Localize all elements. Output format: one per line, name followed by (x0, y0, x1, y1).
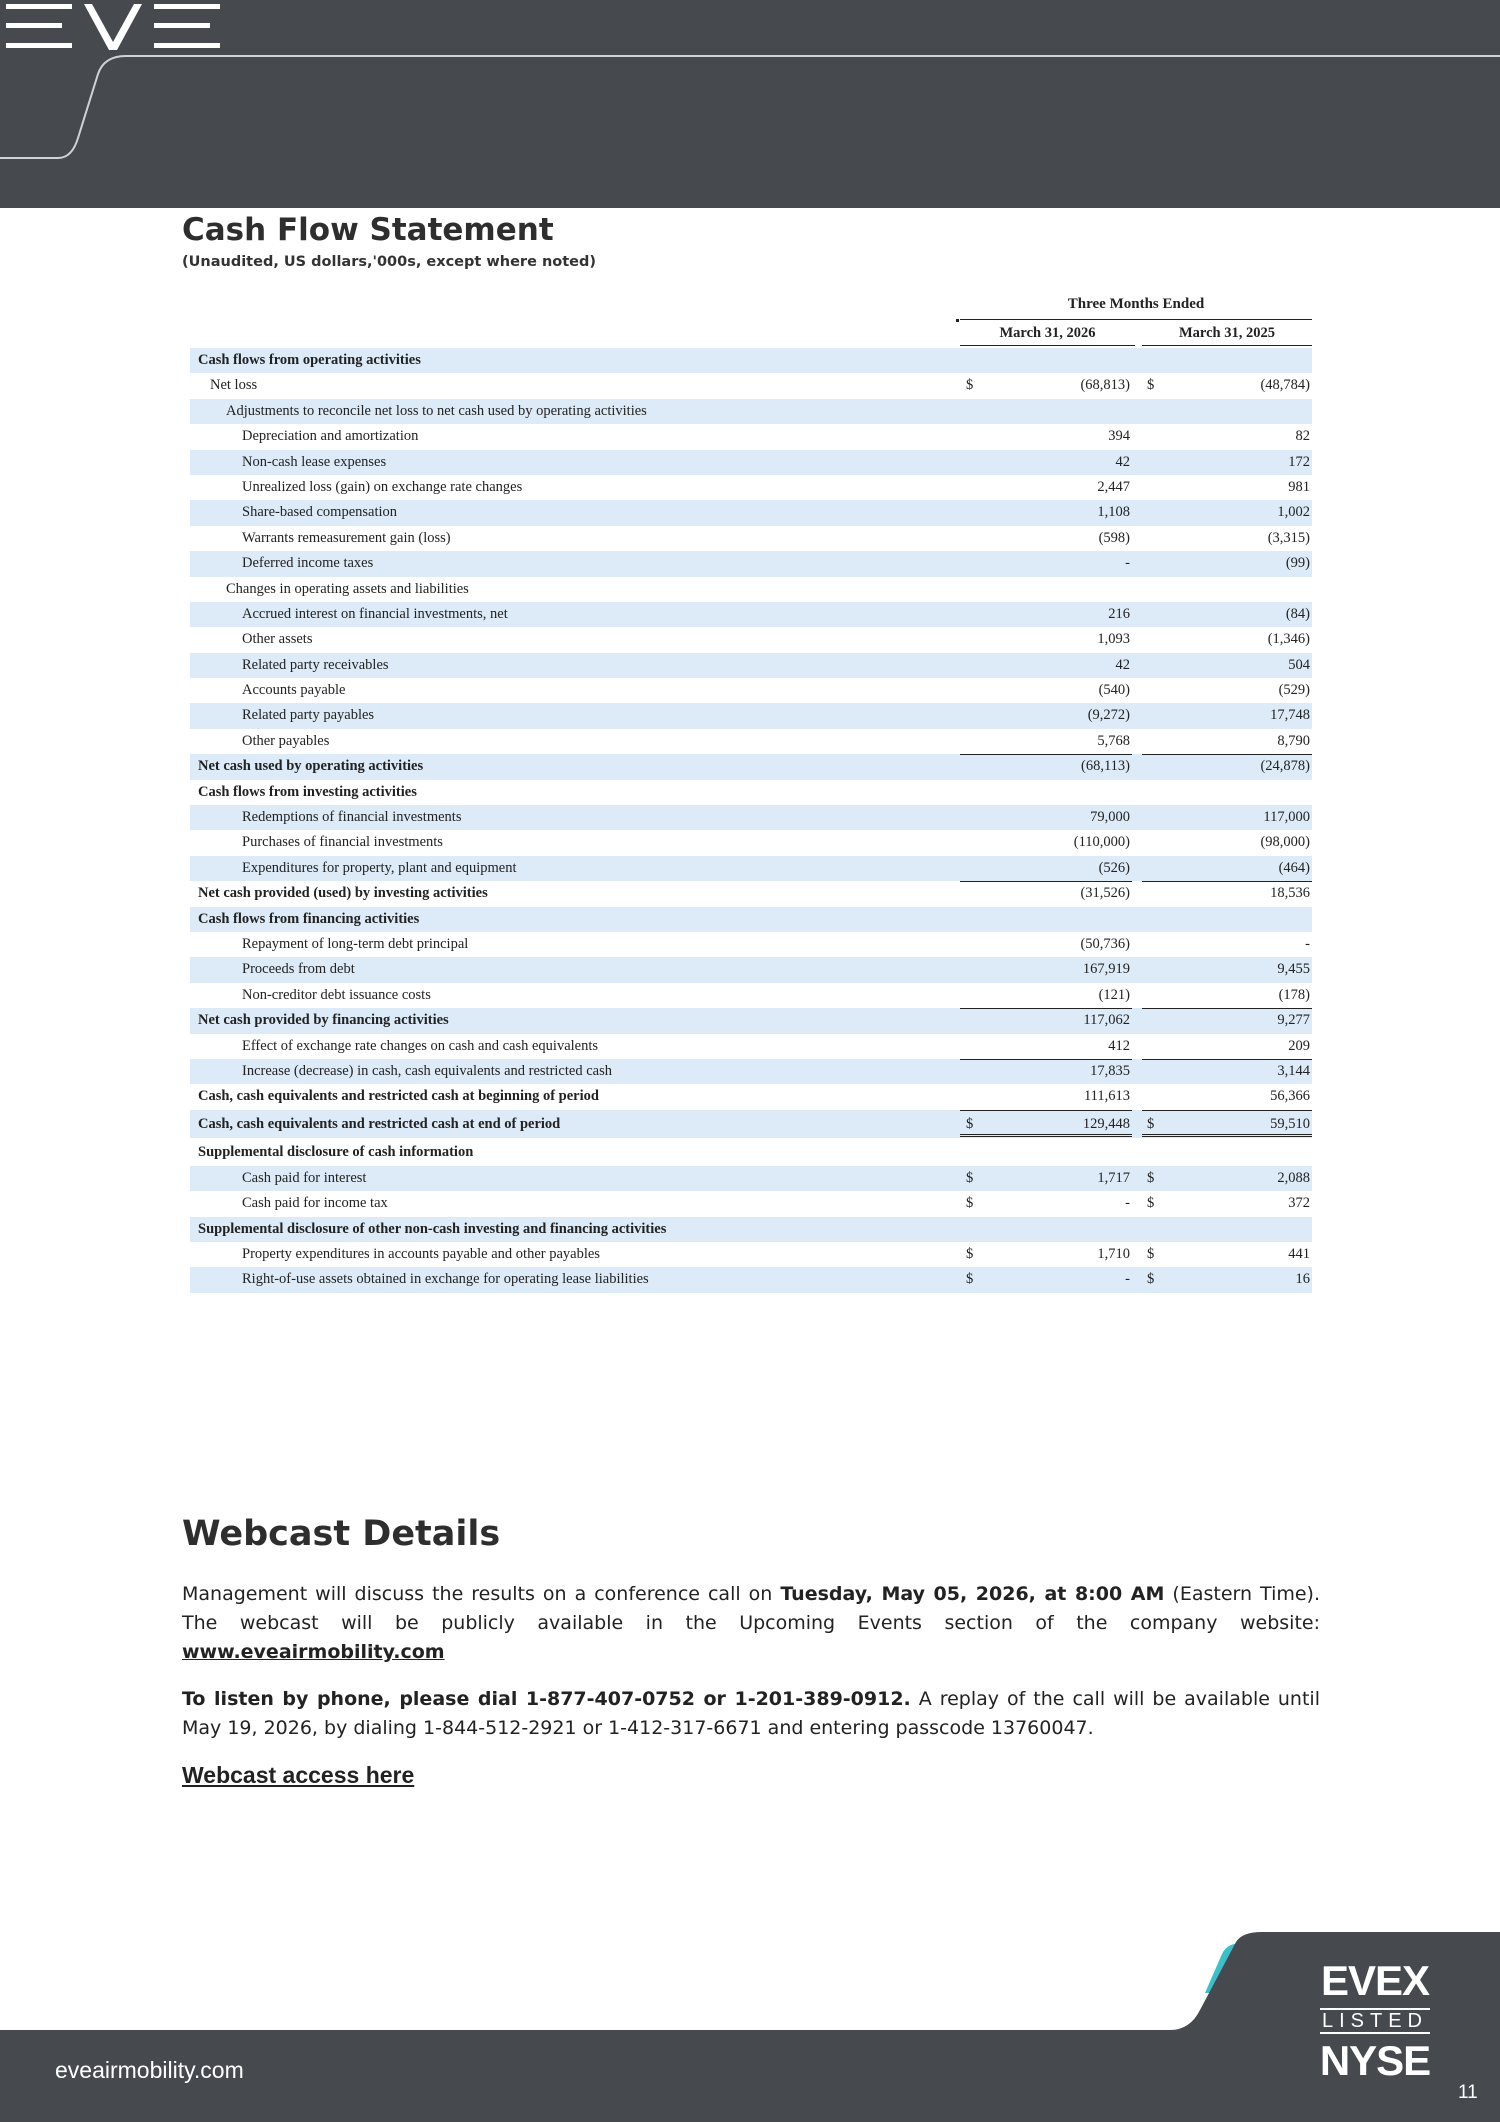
row-label: Share-based compensation (242, 504, 398, 521)
value-2026: (68,813) (1080, 377, 1130, 394)
row-label: Net cash used by operating activities (198, 758, 424, 775)
row-label: Supplemental disclosure of cash information (198, 1143, 474, 1160)
row-label: Net loss (210, 377, 258, 394)
currency-symbol: $ (966, 1169, 974, 1186)
row-label: Accrued interest on financial investments, net (242, 605, 508, 622)
total-rule (1142, 754, 1312, 755)
row-label: Redemptions of financial investments (242, 809, 462, 826)
row-label: Changes in operating assets and liabilities (226, 580, 469, 597)
table-row (190, 475, 1312, 500)
row-label: Cash paid for interest (242, 1169, 367, 1186)
value-2026: 129,448 (1082, 1115, 1130, 1132)
value-2025: (84) (1285, 605, 1310, 622)
table-row (190, 1138, 1312, 1166)
row-label: Adjustments to reconcile net loss to net cash used by operating activities (226, 402, 647, 419)
row-label: Accounts payable (242, 682, 346, 699)
value-2026: - (1125, 1195, 1130, 1212)
total-rule (960, 1008, 1132, 1009)
row-label: Purchases of financial investments (242, 834, 443, 851)
row-label: Net cash provided (used) by investing activities (198, 885, 488, 902)
column-header-2026: March 31, 2026 (960, 325, 1135, 346)
row-label: Non-creditor debt issuance costs (242, 986, 431, 1003)
value-2026: (110,000) (1073, 834, 1130, 851)
value-2026: 1,093 (1097, 631, 1130, 648)
table-row (190, 526, 1312, 551)
ticker-symbol: EVEX (1320, 1957, 1430, 2004)
table-row (190, 1008, 1312, 1033)
table-row (190, 348, 1312, 373)
total-rule (960, 754, 1132, 755)
currency-symbol: $ (966, 1271, 974, 1288)
row-label: Proceeds from debt (242, 961, 355, 978)
value-2025: 56,366 (1270, 1088, 1310, 1105)
value-2026: - (1125, 555, 1130, 572)
row-label: Non-cash lease expenses (242, 453, 387, 470)
table-row (190, 373, 1312, 398)
table-column-headers (190, 320, 1312, 348)
row-label: Effect of exchange rate changes on cash and cash equivalents (242, 1037, 599, 1054)
table-row (190, 1084, 1312, 1109)
call-datetime: Tuesday, May 05, 2026, at 8:00 AM (780, 1583, 1165, 1605)
table-row (190, 577, 1312, 602)
table-row (190, 1034, 1312, 1059)
value-2025: 3,144 (1277, 1062, 1310, 1079)
webcast-text-cont: (Eastern Time). The webcast will be publicly available in the Upcoming Events section of the company website: (182, 1583, 1320, 1634)
page-footer (0, 1930, 1500, 2122)
table-row (190, 1191, 1312, 1216)
row-label: Repayment of long-term debt principal (242, 935, 469, 952)
currency-symbol: $ (1147, 1169, 1155, 1186)
value-2026: 111,613 (1083, 1088, 1130, 1105)
value-2025: 82 (1295, 428, 1310, 445)
value-2026: (50,736) (1080, 935, 1130, 952)
row-label: Cash flows from operating activities (198, 352, 421, 368)
period-label: Three Months Ended (1067, 296, 1205, 312)
footer-background (0, 1930, 1500, 2122)
row-label: Depreciation and amortization (242, 428, 419, 445)
value-2025: 18,536 (1270, 885, 1310, 902)
value-2025: (1,346) (1267, 631, 1310, 648)
total-rule (1142, 1059, 1312, 1060)
value-2025: 441 (1288, 1245, 1310, 1262)
row-label: Unrealized loss (gain) on exchange rate changes (242, 478, 523, 495)
value-2026: 412 (1108, 1037, 1130, 1054)
table-row (190, 399, 1312, 424)
value-2025: (99) (1285, 555, 1310, 572)
table-period-header (190, 294, 1312, 320)
table-row (190, 602, 1312, 627)
value-2025: (464) (1278, 859, 1310, 876)
table-row (190, 551, 1312, 576)
eve-logo (0, 0, 270, 52)
value-2025: 2,088 (1277, 1169, 1310, 1186)
currency-symbol: $ (966, 1195, 974, 1212)
total-rule (960, 881, 1132, 882)
table-row (190, 627, 1312, 652)
row-label: Right-of-use assets obtained in exchange for operating lease liabilities (242, 1271, 649, 1288)
value-2025: (178) (1278, 986, 1310, 1003)
dial-in-numbers: To listen by phone, please dial 1-877-407-0752 or 1-201-389-0912. (182, 1688, 911, 1710)
table-row (190, 754, 1312, 779)
company-website-link[interactable]: www.eveairmobility.com (182, 1641, 445, 1663)
value-2025: 209 (1288, 1037, 1310, 1054)
value-2026: 17,835 (1090, 1062, 1130, 1079)
value-2025: - (1305, 935, 1310, 952)
value-2025: 117,000 (1263, 809, 1310, 826)
row-label: Warrants remeasurement gain (loss) (242, 529, 451, 546)
table-row (190, 1217, 1312, 1242)
row-label: Cash, cash equivalents and restricted cash at end of period (198, 1115, 561, 1132)
table-row (190, 856, 1312, 881)
webcast-paragraph (182, 1580, 1320, 1667)
table-row (190, 678, 1312, 703)
value-2025: (48,784) (1260, 377, 1310, 394)
row-label: Net cash provided by financing activities (198, 1012, 449, 1029)
value-2025: 372 (1288, 1195, 1310, 1212)
total-rule (960, 1059, 1132, 1060)
exchange-label: NYSE (1319, 2037, 1431, 2084)
value-2026: 216 (1108, 605, 1130, 622)
value-2026: 1,710 (1097, 1245, 1130, 1262)
row-label: Expenditures for property, plant and equipment (242, 859, 517, 876)
table-row (190, 424, 1312, 449)
total-rule (1142, 881, 1312, 882)
table-row (190, 653, 1312, 678)
table-row (190, 907, 1312, 932)
value-2026: - (1125, 1271, 1130, 1288)
row-label: Related party payables (242, 707, 375, 724)
value-2026: 79,000 (1090, 809, 1130, 826)
page-number: 11 (1458, 2082, 1478, 2103)
row-label: Deferred income taxes (242, 555, 374, 572)
row-label: Other payables (242, 732, 330, 749)
table-row (190, 1110, 1312, 1138)
table-row (190, 805, 1312, 830)
table-row (190, 703, 1312, 728)
row-label: Increase (decrease) in cash, cash equivalents and restricted cash (242, 1062, 612, 1079)
value-2026: 42 (1115, 453, 1130, 470)
currency-symbol: $ (1147, 1115, 1155, 1132)
value-2025: 504 (1288, 656, 1310, 673)
value-2026: (9,272) (1087, 707, 1130, 724)
replay-info: A replay of the call will be available until May 19, 2026, by dialing 1-844-512-2921 or 1-412-317-6671 and entering passcode 13760047. (182, 1688, 1320, 1739)
table-row (190, 932, 1312, 957)
phone-paragraph (182, 1685, 1320, 1743)
value-2026: 1,108 (1097, 504, 1130, 521)
value-2025: 8,790 (1277, 732, 1310, 749)
row-label: Supplemental disclosure of other non-cash investing and financing activities (198, 1220, 667, 1237)
value-2025: 172 (1288, 453, 1310, 470)
table-body (190, 348, 1312, 1293)
page-header (0, 0, 1500, 208)
value-2025: 981 (1288, 478, 1310, 495)
value-2025: 9,277 (1277, 1012, 1310, 1029)
row-label: Related party receivables (242, 656, 389, 673)
value-2025: (3,315) (1267, 529, 1310, 546)
value-2026: (526) (1098, 859, 1130, 876)
currency-symbol: $ (1147, 1195, 1155, 1212)
table-row (190, 830, 1312, 855)
row-label: Other assets (242, 631, 313, 648)
currency-symbol: $ (966, 1115, 974, 1132)
value-2025: 59,510 (1270, 1115, 1310, 1132)
row-label: Cash, cash equivalents and restricted cash at beginning of period (198, 1088, 599, 1105)
value-2026: (121) (1098, 986, 1130, 1003)
currency-symbol: $ (966, 377, 974, 394)
value-2026: 5,768 (1097, 732, 1130, 749)
column-header-2025: March 31, 2025 (1142, 325, 1312, 346)
table-row (190, 1059, 1312, 1084)
value-2026: (68,113) (1081, 758, 1130, 775)
webcast-title: Webcast Details (182, 1514, 501, 1554)
value-2025: 17,748 (1270, 707, 1310, 724)
value-2026: 2,447 (1097, 478, 1130, 495)
value-2025: 1,002 (1277, 504, 1310, 521)
row-label: Cash paid for income tax (242, 1195, 388, 1212)
row-label: Property expenditures in accounts payable and other payables (242, 1245, 600, 1262)
evex-nyse-badge (1310, 1957, 1440, 2084)
value-2025: (98,000) (1260, 834, 1310, 851)
value-2026: 167,919 (1082, 961, 1130, 978)
value-2026: 394 (1108, 428, 1130, 445)
currency-symbol: $ (1147, 1271, 1155, 1288)
webcast-text: Management will discuss the results on a conference call on (182, 1583, 781, 1605)
total-rule (960, 1110, 1132, 1111)
value-2026: 117,062 (1083, 1012, 1130, 1029)
table-row (190, 450, 1312, 475)
currency-symbol: $ (1147, 377, 1155, 394)
table-row (190, 957, 1312, 982)
currency-symbol: $ (966, 1245, 974, 1262)
table-row (190, 1166, 1312, 1191)
table-row (190, 1242, 1312, 1267)
cash-flow-table (190, 294, 1312, 1293)
listed-label: LISTED (1321, 2010, 1429, 2032)
table-row (190, 729, 1312, 754)
value-2025: (529) (1278, 682, 1310, 699)
row-label: Cash flows from financing activities (198, 910, 420, 927)
footer-website: eveairmobility.com (55, 2057, 244, 2083)
value-2025: 9,455 (1277, 961, 1310, 978)
table-row (190, 983, 1312, 1008)
total-rule (1142, 1008, 1312, 1009)
table-row (190, 500, 1312, 525)
value-2026: (31,526) (1080, 885, 1130, 902)
webcast-access-link[interactable]: Webcast access here (182, 1762, 415, 1788)
value-2026: (540) (1098, 682, 1130, 699)
total-rule (1142, 1110, 1312, 1111)
table-row (190, 1267, 1312, 1292)
table-row (190, 780, 1312, 805)
value-2025: 16 (1295, 1271, 1310, 1288)
page-title: Cash Flow Statement (182, 212, 554, 248)
double-rule (960, 1134, 1132, 1137)
value-2026: 1,717 (1097, 1169, 1130, 1186)
row-label: Cash flows from investing activities (198, 783, 417, 800)
currency-symbol: $ (1147, 1245, 1155, 1262)
page-subtitle: (Unaudited, US dollars,'000s, except where noted) (182, 254, 597, 270)
value-2026: 42 (1115, 656, 1130, 673)
value-2026: (598) (1098, 529, 1130, 546)
double-rule (1142, 1134, 1312, 1137)
value-2025: (24,878) (1260, 758, 1310, 775)
table-row (190, 881, 1312, 906)
